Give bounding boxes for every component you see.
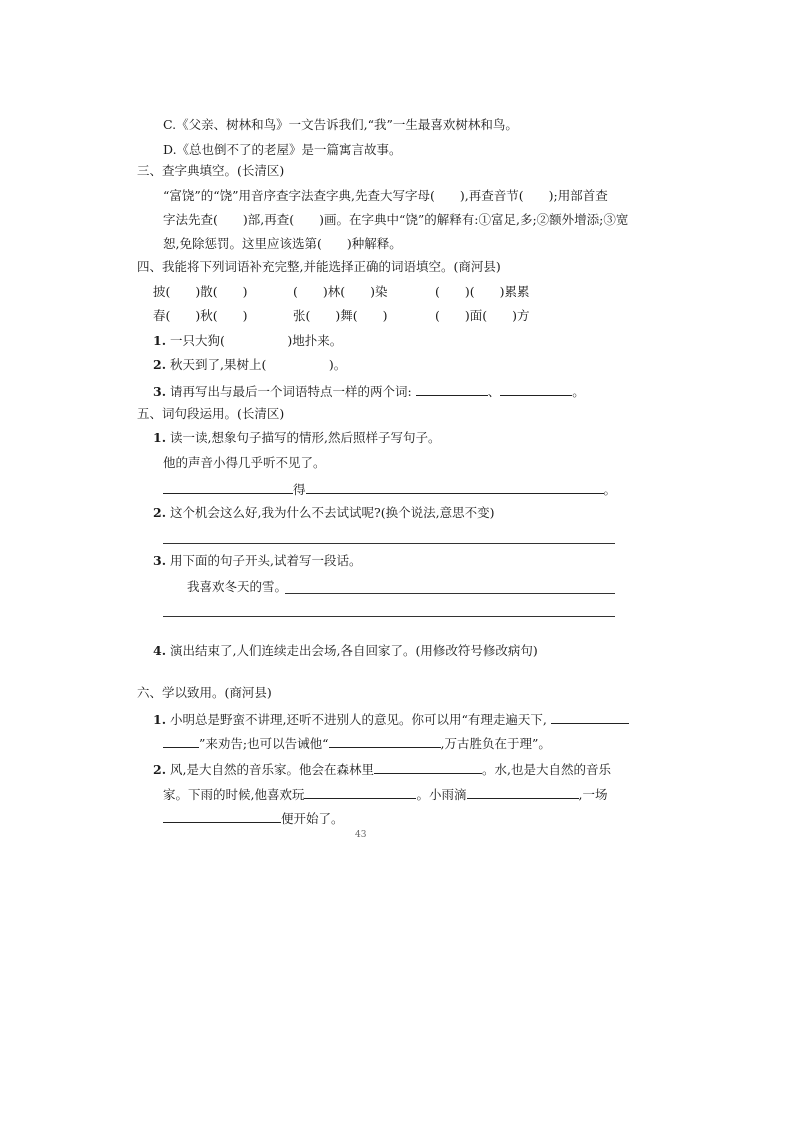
section-5-heading: 五、词句段运用。(长清区) [137, 406, 285, 421]
s4-question-2 [153, 357, 346, 373]
question-text: 请再写出与最后一个词语特点一样的两个词: [170, 384, 412, 399]
question-number: 4. [153, 643, 167, 658]
option-c: C.《父亲、树林和鸟》一文告诉我们,“我”一生最喜欢树林和鸟。 [163, 117, 518, 132]
question-text: 读一读,想象句子描写的情形,然后照样子写句子。 [170, 430, 441, 445]
page-number: 43 [355, 830, 367, 840]
question-text: 便开始了。 [281, 811, 344, 826]
separator: 、 [487, 384, 501, 399]
answer-line[interactable] [163, 616, 615, 617]
question-number: 1. [153, 430, 167, 445]
s4-question-3 [153, 382, 585, 400]
question-text: 这个机会这么好,我为什么不去试试呢?(换个说法,意思不变) [170, 505, 495, 520]
period: 。 [572, 384, 585, 399]
section-3-line-1: “富饶”的“饶”用音序查字法查字典,先查大写字母( ),再查音节( );用部首查 [163, 188, 608, 203]
section-3-heading: 三、查字典填空。(长清区) [137, 163, 285, 178]
word-row1-item2[interactable]: ( )林( )染 [293, 284, 388, 299]
answer-blank[interactable] [306, 480, 604, 494]
period: 。 [603, 482, 617, 497]
s6-question-2-cont [163, 785, 607, 803]
answer-blank[interactable] [374, 760, 482, 774]
question-text: 家。下雨的时候,他喜欢玩 [163, 787, 305, 802]
question-text: 风,是大自然的音乐家。他会在森林里 [170, 762, 375, 777]
section-3-line-2: 字法先查( )部,再查( )画。在字典中“饶”的解释有:①富足,多;②额外增添;③宽 [163, 212, 629, 227]
question-number: 2. [153, 357, 167, 372]
de-char: 得 [293, 482, 306, 497]
s6-question-1 [153, 710, 629, 728]
section-3-line-3: 恕,免除惩罚。这里应该选第( )种解释。 [163, 236, 402, 251]
answer-blank[interactable] [163, 734, 199, 748]
answer-blank[interactable] [416, 382, 488, 396]
writing-prompt: 我喜欢冬天的雪。 [187, 579, 288, 594]
answer-line[interactable] [163, 543, 615, 544]
word-row2-item1[interactable]: 春( )秋( ) [153, 308, 248, 323]
question-number: 1. [153, 333, 167, 348]
question-text: 。小雨滴 [416, 787, 467, 802]
question-text: 演出结束了,人们连续走出会场,各自回家了。(用修改符号修改病句) [170, 643, 538, 658]
question-number: 2. [153, 762, 167, 777]
question-number: 2. [153, 505, 167, 520]
question-text: 秋天到了,果树上( )。 [170, 357, 347, 372]
answer-blank[interactable] [163, 809, 281, 823]
question-text: ,一场 [578, 787, 608, 802]
question-text: ,万古胜负在于理”。 [440, 736, 551, 751]
answer-blank[interactable] [467, 785, 579, 799]
s5-question-1-answer[interactable] [163, 480, 616, 498]
answer-blank[interactable] [329, 734, 441, 748]
question-text: 小明总是野蛮不讲理,还听不进别人的意见。你可以用“有理走遍天下, [170, 712, 547, 727]
question-text: 。水,也是大自然的音乐 [482, 762, 612, 777]
section-6-heading: 六、学以致用。(商河县) [137, 685, 272, 700]
answer-line[interactable] [285, 593, 615, 594]
question-number: 1. [153, 712, 167, 727]
answer-blank[interactable] [304, 785, 416, 799]
example-sentence: 他的声音小得几乎听不见了。 [163, 455, 326, 470]
question-number: 3. [153, 553, 167, 568]
s6-question-2-end [163, 809, 344, 827]
s5-question-1 [153, 430, 441, 446]
answer-blank[interactable] [163, 480, 293, 494]
option-d: D.《总也倒不了的老屋》是一篇寓言故事。 [163, 142, 402, 157]
s6-question-2 [153, 760, 611, 778]
question-text: ”来劝告;也可以告诫他“ [199, 736, 329, 751]
word-row2-item3[interactable]: ( )面( )方 [435, 308, 530, 323]
question-number: 3. [153, 384, 167, 399]
question-text: 用下面的句子开头,试着写一段话。 [170, 553, 362, 568]
section-4-heading: 四、我能将下列词语补充完整,并能选择正确的词语填空。(商河县) [137, 259, 501, 274]
s4-question-1 [153, 333, 342, 349]
question-text: 一只大狗( )地扑来。 [170, 333, 343, 348]
s6-question-1-cont [163, 734, 551, 752]
s5-question-4 [153, 643, 538, 659]
word-row1-item3[interactable]: ( )( )累累 [435, 284, 530, 299]
answer-blank[interactable] [551, 710, 629, 724]
answer-blank[interactable] [500, 382, 572, 396]
s5-question-3 [153, 553, 362, 569]
s5-question-2 [153, 505, 494, 521]
word-row2-item2[interactable]: 张( )舞( ) [293, 308, 388, 323]
word-row1-item1[interactable]: 披( )散( ) [153, 284, 248, 299]
